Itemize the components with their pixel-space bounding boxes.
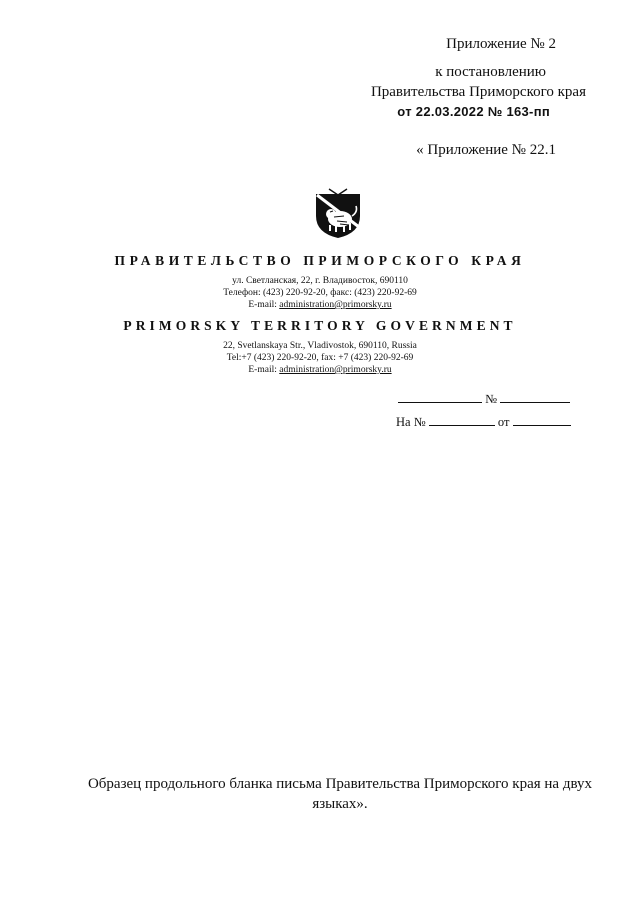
address-ru: ул. Светланская, 22, г. Владивосток, 690110 [232, 276, 408, 286]
email-link-en[interactable]: administration@primorsky.ru [279, 365, 392, 375]
reply-number-field[interactable] [429, 413, 495, 426]
reply-label: На № [396, 415, 426, 429]
phone-ru: Телефон: (423) 220-92-20, факс: (423) 220-92-69 [223, 288, 417, 298]
number-sign: № [485, 392, 498, 406]
phone-en: Tel:+7 (423) 220-92-20, fax: +7 (423) 220-92-69 [226, 353, 414, 363]
address-en: 22, Svetlanskaya Str., Vladivostok, 690110, Russia [223, 341, 417, 351]
coat-of-arms-icon [313, 186, 363, 240]
outgoing-date-field[interactable] [398, 390, 482, 403]
resolution-date-number: от 22.03.2022 № 163-пп [397, 104, 550, 119]
email-label-en: E-mail: [248, 365, 280, 375]
email-line-ru [0, 299, 640, 311]
reply-date-field[interactable] [513, 413, 571, 426]
appendix-title: Приложение № 2 [446, 36, 556, 52]
email-line-en [0, 364, 640, 376]
sample-caption: Образец продольного бланка письма Правительства Приморского края на двух языках». [87, 776, 593, 812]
email-link-ru[interactable]: administration@primorsky.ru [279, 300, 392, 310]
reply-row [396, 413, 571, 430]
letterhead-title-en: PRIMORSKY TERRITORY GOVERNMENT [123, 318, 517, 333]
outgoing-number-row [398, 390, 570, 407]
from-label: от [497, 415, 510, 429]
letterhead-title-ru: ПРАВИТЕЛЬСТВО ПРИМОРСКОГО КРАЯ [114, 253, 526, 268]
email-label-ru: E-mail: [248, 300, 280, 310]
resolution-to: к постановлению [435, 64, 546, 80]
appendix-reference: « Приложение № 22.1 [416, 142, 556, 158]
outgoing-number-field[interactable] [500, 390, 570, 403]
resolution-government: Правительства Приморского края [370, 84, 586, 100]
